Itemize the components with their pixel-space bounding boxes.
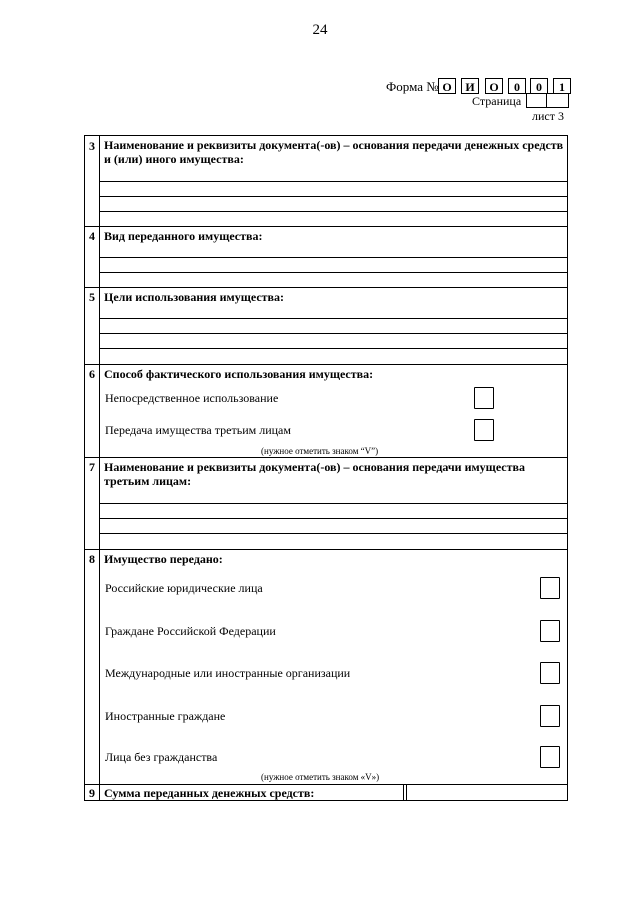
section-6-option-direct-use: Непосредственное использование xyxy=(105,391,279,405)
section-6-number: 6 xyxy=(89,367,95,381)
section-5-line-1[interactable] xyxy=(100,318,567,319)
form-code-cell-2: И xyxy=(461,78,479,94)
section-9-amount-field[interactable] xyxy=(408,785,566,799)
page-number-field[interactable] xyxy=(526,93,569,108)
form-code-cell-6: 1 xyxy=(553,78,571,94)
section-6-checkbox-transfer[interactable] xyxy=(474,419,494,441)
section-6-option-transfer: Передача имущества третьим лицам xyxy=(105,423,291,437)
section-3-line-3[interactable] xyxy=(100,211,567,212)
section-7-line-2[interactable] xyxy=(100,518,567,519)
section-8-option-russian-citizens: Граждане Российской Федерации xyxy=(105,624,276,638)
section-5-line-3[interactable] xyxy=(100,348,567,349)
form-table xyxy=(84,135,568,801)
section-8-checkbox-russian-citizens[interactable] xyxy=(540,620,560,642)
section-8-checkbox-foreign-citizens[interactable] xyxy=(540,705,560,727)
form-code-cell-5: 0 xyxy=(530,78,548,94)
section-7-line-3[interactable] xyxy=(100,533,567,534)
section-separator-5-6 xyxy=(85,364,567,365)
section-8-option-russian-legal-entities: Российские юридические лица xyxy=(105,581,263,595)
section-9-title: Сумма переданных денежных средств: xyxy=(104,786,315,800)
section-7-title: Наименование и реквизиты документа(-ов) – основания передачи имущества третьим лицам: xyxy=(104,460,525,488)
section-8-checkbox-stateless-persons[interactable] xyxy=(540,746,560,768)
section-separator-7-8 xyxy=(85,549,567,550)
section-6-title: Способ фактического использования имущества: xyxy=(104,367,374,381)
page-label: Страница xyxy=(472,94,522,108)
section-5-title: Цели использования имущества: xyxy=(104,290,285,304)
section-8-checkbox-international-organizations[interactable] xyxy=(540,662,560,684)
form-number-label: Форма № xyxy=(386,79,439,94)
section-3-title: Наименование и реквизиты документа(-ов) – основания передачи денежных средств и (или) иного имущества: xyxy=(104,138,564,166)
section-5-line-2[interactable] xyxy=(100,333,567,334)
section-6-note: (нужное отметить знаком “V”) xyxy=(261,446,379,456)
page-box-divider xyxy=(546,93,547,108)
section-7-line-1[interactable] xyxy=(100,503,567,504)
section-5-number: 5 xyxy=(89,290,95,304)
sheet-label: лист 3 xyxy=(532,109,564,123)
section-7-number: 7 xyxy=(89,460,95,474)
section-4-title: Вид переданного имущества: xyxy=(104,229,263,243)
section-9-amount-divider-1 xyxy=(403,784,404,800)
section-separator-6-7 xyxy=(85,457,567,458)
section-separator-3-4 xyxy=(85,226,567,227)
section-8-number: 8 xyxy=(89,552,95,566)
section-4-number: 4 xyxy=(89,229,95,243)
section-8-option-international-organizations: Международные или иностранные организации xyxy=(105,666,351,680)
number-column-divider xyxy=(99,136,100,800)
section-4-line-2[interactable] xyxy=(100,272,567,273)
page-number: 24 xyxy=(312,22,328,38)
section-8-option-stateless-persons: Лица без гражданства xyxy=(105,750,218,764)
section-6-checkbox-direct-use[interactable] xyxy=(474,387,494,409)
section-separator-4-5 xyxy=(85,287,567,288)
form-code-cell-4: 0 xyxy=(508,78,526,94)
section-9-amount-divider-2 xyxy=(406,784,407,800)
form-code-cell-1: О xyxy=(438,78,456,94)
section-8-note: (нужное отметить знаком «V») xyxy=(261,772,380,782)
section-8-title: Имущество передано: xyxy=(104,552,223,566)
section-3-line-1[interactable] xyxy=(100,181,567,182)
section-8-option-foreign-citizens: Иностранные граждане xyxy=(105,709,226,723)
section-8-checkbox-russian-legal-entities[interactable] xyxy=(540,577,560,599)
section-9-number: 9 xyxy=(89,786,95,800)
section-3-line-2[interactable] xyxy=(100,196,567,197)
section-3-number: 3 xyxy=(89,139,95,153)
form-code-cell-3: О xyxy=(485,78,503,94)
section-4-line-1[interactable] xyxy=(100,257,567,258)
